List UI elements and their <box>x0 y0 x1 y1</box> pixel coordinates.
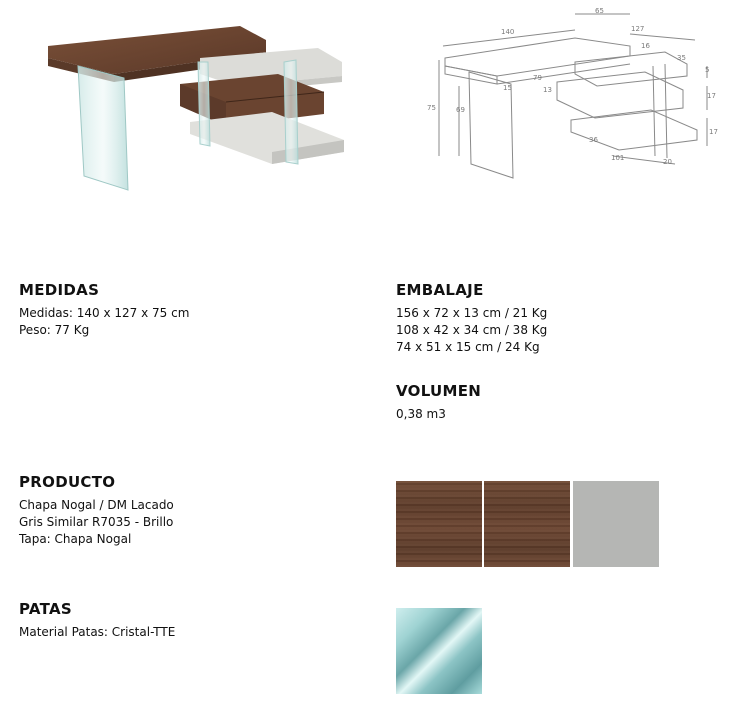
grey-swatch <box>573 481 659 567</box>
embalaje-line: 74 x 51 x 15 cm / 24 Kg <box>396 340 540 354</box>
medidas-line: Peso: 77 Kg <box>19 323 90 337</box>
producto-section <box>19 473 174 548</box>
patas-title: PATAS <box>19 600 73 618</box>
technical-drawing <box>425 6 725 196</box>
producto-line: Chapa Nogal / DM Lacado <box>19 498 174 512</box>
patas-line: Material Patas: Cristal-TTE <box>19 625 176 639</box>
volumen-section <box>396 382 481 423</box>
dim-65: 65 <box>595 7 604 15</box>
dim-75: 75 <box>427 104 436 112</box>
dim-17-b: 17 <box>709 128 718 136</box>
dim-69: 69 <box>456 106 465 114</box>
volumen-title: VOLUMEN <box>396 382 482 400</box>
walnut-swatch <box>396 481 482 567</box>
medidas-section <box>19 281 189 339</box>
dim-101: 101 <box>611 154 625 162</box>
dim-35: 35 <box>677 54 686 62</box>
patas-section <box>19 600 175 641</box>
dim-140: 140 <box>501 28 515 36</box>
embalaje-line: 156 x 72 x 13 cm / 21 Kg <box>396 306 548 320</box>
embalaje-line: 108 x 42 x 34 cm / 38 Kg <box>396 323 548 337</box>
producto-line: Tapa: Chapa Nogal <box>19 532 132 546</box>
product-photo <box>40 22 355 197</box>
embalaje-title: EMBALAJE <box>396 281 484 299</box>
dim-36: 36 <box>589 136 598 144</box>
dim-5: 5 <box>705 66 710 74</box>
dim-13: 13 <box>543 86 552 94</box>
medidas-line: Medidas: 140 x 127 x 75 cm <box>19 306 190 320</box>
dim-16: 16 <box>641 42 650 50</box>
dim-20: 20 <box>663 158 672 166</box>
producto-line: Gris Similar R7035 - Brillo <box>19 515 174 529</box>
producto-title: PRODUCTO <box>19 473 116 491</box>
embalaje-section <box>396 281 547 356</box>
volumen-value: 0,38 m3 <box>396 407 446 421</box>
dim-127: 127 <box>631 25 645 33</box>
dim-15: 15 <box>503 84 512 92</box>
medidas-title: MEDIDAS <box>19 281 100 299</box>
walnut-swatch <box>484 481 570 567</box>
glass-swatch <box>396 608 482 694</box>
dim-17-a: 17 <box>707 92 716 100</box>
dim-79: 79 <box>533 74 542 82</box>
